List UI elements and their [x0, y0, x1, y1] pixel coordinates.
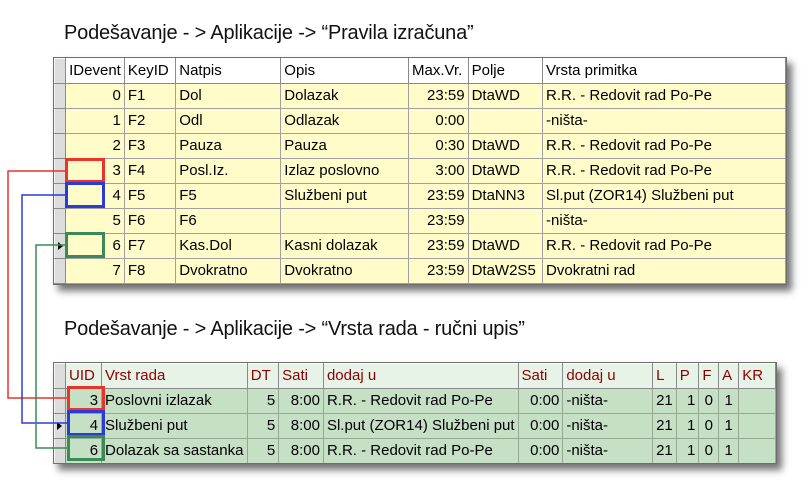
cell-vrst-rada[interactable]: Dolazak sa sastanka: [102, 439, 248, 464]
cell-keyid[interactable]: F7: [124, 234, 175, 259]
cell-natpis[interactable]: Pauza: [176, 134, 281, 159]
cell-dodaj-u-1[interactable]: R.R. - Redovit rad Po-Pe: [323, 389, 518, 414]
cell-opis[interactable]: Dvokratno: [281, 259, 409, 284]
cell-dodaj-u-2[interactable]: -ništa-: [563, 414, 653, 439]
cell-polje[interactable]: DtaWD: [468, 134, 542, 159]
cell-opis[interactable]: Odlazak: [281, 109, 409, 134]
cell-sati-2[interactable]: 0:00: [518, 389, 563, 414]
cell-vrst-rada[interactable]: Službeni put: [102, 414, 248, 439]
cell-idevent[interactable]: 5: [66, 209, 125, 234]
cell-opis[interactable]: Kasni dolazak: [281, 234, 409, 259]
cell-keyid[interactable]: F4: [124, 159, 175, 184]
column-header-a[interactable]: A: [719, 364, 739, 389]
column-header-keyid[interactable]: KeyID: [124, 59, 175, 84]
column-header-idevent[interactable]: IDevent: [66, 59, 125, 84]
cell-uid[interactable]: 4: [65, 414, 101, 439]
cell-natpis[interactable]: F5: [176, 184, 281, 209]
cell-dodaj-u-2[interactable]: -ništa-: [563, 439, 653, 464]
column-header-sati-2[interactable]: Sati: [518, 364, 563, 389]
cell-f[interactable]: 0: [699, 414, 719, 439]
cell-polje[interactable]: DtaW2S5: [468, 259, 542, 284]
cell-idevent[interactable]: 1: [66, 109, 125, 134]
cell-max-vr[interactable]: 0:00: [408, 109, 468, 134]
cell-dodaj-u-2[interactable]: -ništa-: [563, 389, 653, 414]
cell-p[interactable]: 1: [676, 439, 699, 464]
cell-dt[interactable]: 5: [247, 389, 278, 414]
cell-dt[interactable]: 5: [247, 414, 278, 439]
column-header-kr[interactable]: KR: [739, 364, 776, 389]
cell-idevent[interactable]: 6: [66, 234, 125, 259]
cell-idevent[interactable]: 3: [66, 159, 125, 184]
cell-sati-1[interactable]: 8:00: [279, 439, 324, 464]
cell-polje[interactable]: DtaNN3: [468, 184, 542, 209]
cell-max-vr[interactable]: 23:59: [408, 184, 468, 209]
cell-sati-1[interactable]: 8:00: [279, 389, 324, 414]
cell-keyid[interactable]: F1: [124, 84, 175, 109]
column-header-sati-1[interactable]: Sati: [279, 364, 324, 389]
cell-p[interactable]: 1: [676, 414, 699, 439]
cell-a[interactable]: 1: [719, 414, 739, 439]
cell-natpis[interactable]: Posl.Iz.: [176, 159, 281, 184]
cell-idevent[interactable]: 0: [66, 84, 125, 109]
cell-p[interactable]: 1: [676, 389, 699, 414]
column-header-uid[interactable]: UID: [65, 364, 101, 389]
cell-opis[interactable]: Dolazak: [281, 84, 409, 109]
column-header-l[interactable]: L: [653, 364, 677, 389]
cell-idevent[interactable]: 7: [66, 259, 125, 284]
cell-vrsta-primitka[interactable]: R.R. - Redovit rad Po-Pe: [543, 234, 786, 259]
cell-keyid[interactable]: F3: [124, 134, 175, 159]
cell-max-vr[interactable]: 23:59: [408, 84, 468, 109]
cell-max-vr[interactable]: 3:00: [408, 159, 468, 184]
cell-max-vr[interactable]: 0:30: [408, 134, 468, 159]
cell-f[interactable]: 0: [699, 389, 719, 414]
cell-l[interactable]: 21: [653, 439, 677, 464]
cell-opis[interactable]: Službeni put: [281, 184, 409, 209]
cell-a[interactable]: 1: [719, 439, 739, 464]
column-header-f[interactable]: F: [699, 364, 719, 389]
cell-vrsta-primitka[interactable]: R.R. - Redovit rad Po-Pe: [543, 84, 786, 109]
cell-dodaj-u-1[interactable]: Sl.put (ZOR14) Službeni put: [323, 414, 518, 439]
cell-keyid[interactable]: F2: [124, 109, 175, 134]
cell-vrsta-primitka[interactable]: -ništa-: [543, 109, 786, 134]
cell-vrsta-primitka[interactable]: Sl.put (ZOR14) Službeni put: [543, 184, 786, 209]
cell-sati-2[interactable]: 0:00: [518, 414, 563, 439]
cell-polje[interactable]: DtaWD: [468, 84, 542, 109]
cell-max-vr[interactable]: 23:59: [408, 209, 468, 234]
column-header-max-vr[interactable]: Max.Vr.: [408, 59, 468, 84]
cell-dt[interactable]: 5: [247, 439, 278, 464]
cell-max-vr[interactable]: 23:59: [408, 234, 468, 259]
link-line-uid-6: [36, 245, 67, 448]
column-header-opis[interactable]: Opis: [281, 59, 409, 84]
cell-l[interactable]: 21: [653, 389, 677, 414]
column-header-dodaj-u-1[interactable]: dodaj u: [323, 364, 518, 389]
cell-keyid[interactable]: F8: [124, 259, 175, 284]
cell-dodaj-u-1[interactable]: R.R. - Redovit rad Po-Pe: [323, 439, 518, 464]
column-header-p[interactable]: P: [676, 364, 699, 389]
cell-sati-2[interactable]: 0:00: [518, 439, 563, 464]
caption-pravila-izracuna: Podešavanje - > Aplikacije -> “Pravila izračuna”: [64, 22, 474, 44]
column-header-dodaj-u-2[interactable]: dodaj u: [563, 364, 653, 389]
cell-vrsta-primitka[interactable]: Dvokratni rad: [543, 259, 786, 284]
cell-vrst-rada[interactable]: Poslovni izlazak: [102, 389, 248, 414]
cell-uid[interactable]: 3: [65, 389, 101, 414]
cell-opis[interactable]: Izlaz poslovno: [281, 159, 409, 184]
column-header-natpis[interactable]: Natpis: [176, 59, 281, 84]
link-line-uid-4: [22, 195, 67, 423]
cell-sati-1[interactable]: 8:00: [279, 414, 324, 439]
cell-natpis[interactable]: Dvokratno: [176, 259, 281, 284]
cell-max-vr[interactable]: 23:59: [408, 259, 468, 284]
cell-vrsta-primitka[interactable]: R.R. - Redovit rad Po-Pe: [543, 159, 786, 184]
column-header-vrsta-primitka[interactable]: Vrsta primitka: [543, 59, 786, 84]
cell-natpis[interactable]: Kas.Dol: [176, 234, 281, 259]
column-header-vrst-rada[interactable]: Vrst rada: [102, 364, 248, 389]
cell-vrsta-primitka[interactable]: R.R. - Redovit rad Po-Pe: [543, 134, 786, 159]
column-header-polje[interactable]: Polje: [468, 59, 542, 84]
cell-vrsta-primitka[interactable]: -ništa-: [543, 209, 786, 234]
column-header-dt[interactable]: DT: [247, 364, 278, 389]
cell-opis[interactable]: Pauza: [281, 134, 409, 159]
link-line-uid-3: [8, 171, 67, 398]
cell-l[interactable]: 21: [653, 414, 677, 439]
caption-vrsta-rada: Podešavanje - > Aplikacije -> “Vrsta rada - ručni upis”: [64, 318, 525, 340]
cell-idevent[interactable]: 4: [66, 184, 125, 209]
cell-polje[interactable]: DtaWD: [468, 234, 542, 259]
cell-idevent[interactable]: 2: [66, 134, 125, 159]
cell-keyid[interactable]: F5: [124, 184, 175, 209]
cell-keyid[interactable]: F6: [124, 209, 175, 234]
cell-uid[interactable]: 6: [65, 439, 101, 464]
cell-f[interactable]: 0: [699, 439, 719, 464]
cell-a[interactable]: 1: [719, 389, 739, 414]
cell-natpis[interactable]: Odl: [176, 109, 281, 134]
cell-natpis[interactable]: Dol: [176, 84, 281, 109]
cell-polje[interactable]: DtaWD: [468, 159, 542, 184]
cell-natpis[interactable]: F6: [176, 209, 281, 234]
